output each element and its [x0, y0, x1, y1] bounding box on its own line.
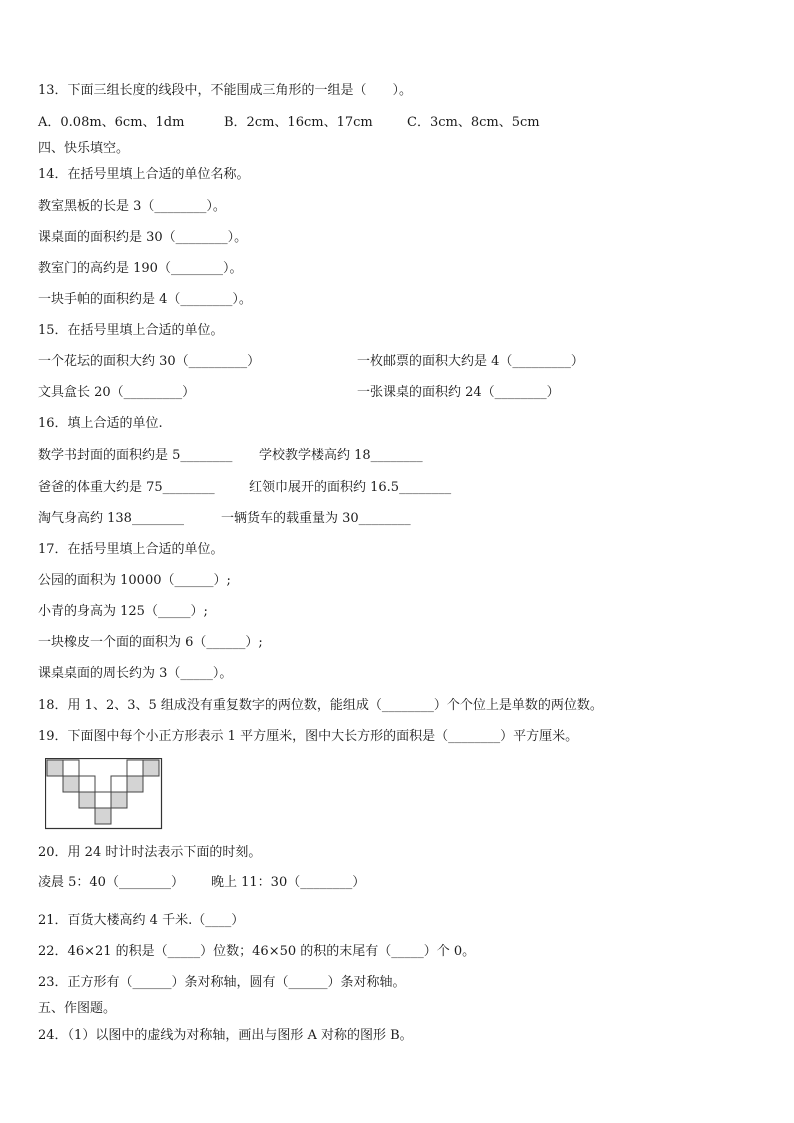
q15-line2-right: 一张课桌的面积约 24（________）: [357, 385, 560, 400]
q13-stem: 13．下面三组长度的线段中，不能围成三角形的一组是（ ）。: [38, 83, 413, 98]
q16-line3-right: 一辆货车的载重量为 30________: [221, 511, 411, 526]
q14-stem: 14．在括号里填上合适的单位名称。: [38, 167, 250, 182]
section4-title: 四、快乐填空。: [38, 141, 130, 156]
q20-line1-left: 凌晨 5：40（________）: [38, 875, 184, 890]
q15-line2-left: 文具盒长 20（_________）: [38, 385, 196, 400]
q17-line3: 一块橡皮一个面的面积为 6（______）;: [38, 635, 263, 650]
q14-line3: 教室门的高约是 190（________）。: [38, 261, 243, 276]
grid-square: [111, 776, 127, 792]
grid-square: [95, 792, 111, 808]
q13-option-b: B．2cm、16cm、17cm: [224, 115, 373, 130]
grid-square: [79, 776, 95, 792]
q19-text: 19．下面图中每个小正方形表示 1 平方厘米，图中大长方形的面积是（________）平方厘米。: [38, 729, 579, 744]
q16-stem: 16．填上合适的单位.: [38, 416, 163, 431]
q20-stem: 20．用 24 时计时法表示下面的时刻。: [38, 845, 262, 860]
q15-line1-left: 一个花坛的面积大约 30（_________）: [38, 354, 261, 369]
q15-line1-right: 一枚邮票的面积大约是 4（_________）: [357, 354, 584, 369]
grid-square: [111, 792, 127, 808]
grid-square: [143, 760, 159, 776]
q24-text: 24．（1）以图中的虚线为对称轴，画出与图形 A 对称的图形 B。: [38, 1028, 413, 1043]
q16-line3-left: 淘气身高约 138________: [38, 511, 184, 526]
section5-title: 五、作图题。: [38, 1001, 117, 1016]
q17-line4: 课桌桌面的周长约为 3（_____）。: [38, 666, 233, 681]
grid-square: [63, 760, 79, 776]
q13-option-a: A．0.08m、6cm、1dm: [38, 115, 185, 130]
q18-text: 18．用 1、2、3、5 组成没有重复数字的两位数，能组成（________）个个位上是单数的两位数。: [38, 698, 603, 713]
q14-line4: 一块手帕的面积约是 4（________）。: [38, 292, 252, 307]
q16-line1-left: 数学书封面的面积约是 5________: [38, 448, 233, 463]
grid-square: [47, 760, 63, 776]
q17-stem: 17．在括号里填上合适的单位。: [38, 542, 224, 557]
q23-text: 23．正方形有（______）条对称轴，圆有（______）条对称轴。: [38, 975, 406, 990]
q17-line1: 公园的面积为 10000（______）;: [38, 573, 231, 588]
grid-square: [95, 808, 111, 824]
grid-square: [127, 760, 143, 776]
q16-line1-right: 学校教学楼高约 18________: [259, 448, 423, 463]
q15-stem: 15．在括号里填上合适的单位。: [38, 323, 224, 338]
q16-line2-right: 红领巾展开的面积约 16.5________: [249, 480, 452, 495]
grid-square: [127, 776, 143, 792]
q22-text: 22．46×21 的积是（_____）位数；46×50 的积的末尾有（_____）个 0。: [38, 944, 476, 959]
square-grid-figure: [45, 758, 163, 830]
q20-line1-right: 晚上 11：30（________）: [211, 875, 366, 890]
q14-line1: 教室黑板的长是 3（________）。: [38, 199, 226, 214]
q21-text: 21．百货大楼高约 4 千米.（____）: [38, 913, 245, 928]
q14-line2: 课桌面的面积约是 30（________）。: [38, 230, 248, 245]
q16-line2-left: 爸爸的体重大约是 75________: [38, 480, 215, 495]
grid-square: [63, 776, 79, 792]
q13-option-c: C．3cm、8cm、5cm: [407, 115, 540, 130]
grid-square: [79, 792, 95, 808]
q17-line2: 小青的身高为 125（_____）;: [38, 604, 208, 619]
